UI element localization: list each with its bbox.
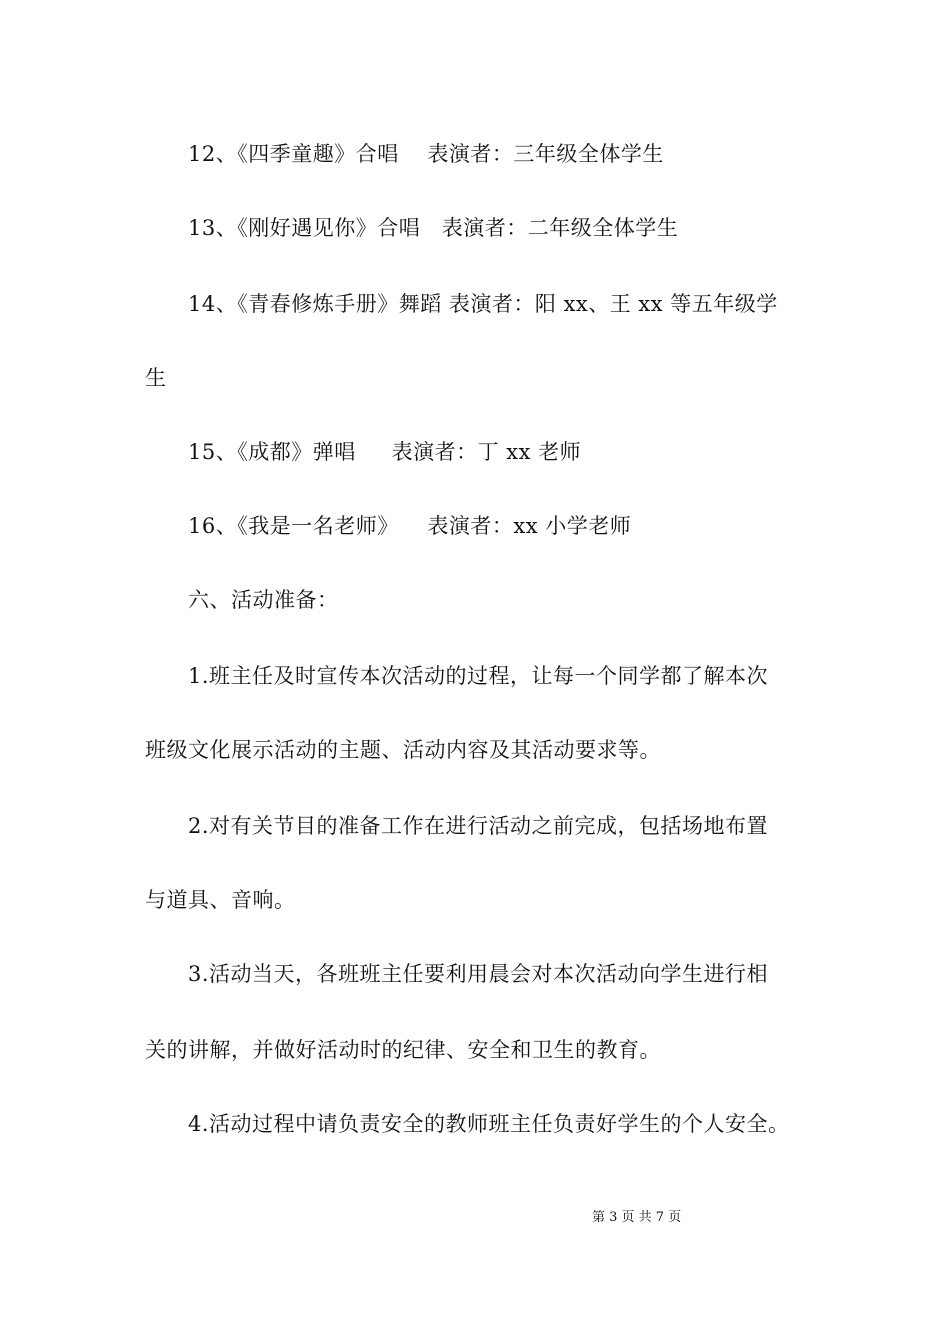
paragraph-2-line-2: 与道具、音响。 [145,888,296,912]
program-item-13: 13、《刚好遇见你》合唱 表演者：二年级全体学生 [188,216,679,240]
paragraph-1-line-2: 班级文化展示活动的主题、活动内容及其活动要求等。 [145,738,661,762]
paragraph-3-line-1: 3.活动当天，各班班主任要利用晨会对本次活动向学生进行相 [188,962,769,986]
program-item-16: 16、《我是一名老师》 表演者：xx 小学老师 [188,514,632,538]
program-item-14-continued: 生 [145,366,167,390]
program-item-15: 15、《成都》弹唱 表演者：丁 xx 老师 [188,440,582,464]
paragraph-2-line-1: 2.对有关节目的准备工作在进行活动之前完成，包括场地布置 [188,814,769,838]
page-footer: 第 3 页 共 7 页 [592,1210,682,1225]
paragraph-1-line-1: 1.班主任及时宣传本次活动的过程，让每一个同学都了解本次 [188,664,769,688]
program-item-14: 14、《青春修炼手册》舞蹈 表演者：阳 xx、王 xx 等五年级学 [188,292,778,316]
paragraph-4-line-1: 4.活动过程中请负责安全的教师班主任负责好学生的个人安全。 [188,1112,790,1136]
section-heading: 六、活动准备： [188,588,339,612]
paragraph-3-line-2: 关的讲解，并做好活动时的纪律、安全和卫生的教育。 [145,1038,661,1062]
program-item-12: 12、《四季童趣》合唱 表演者：三年级全体学生 [188,142,664,166]
